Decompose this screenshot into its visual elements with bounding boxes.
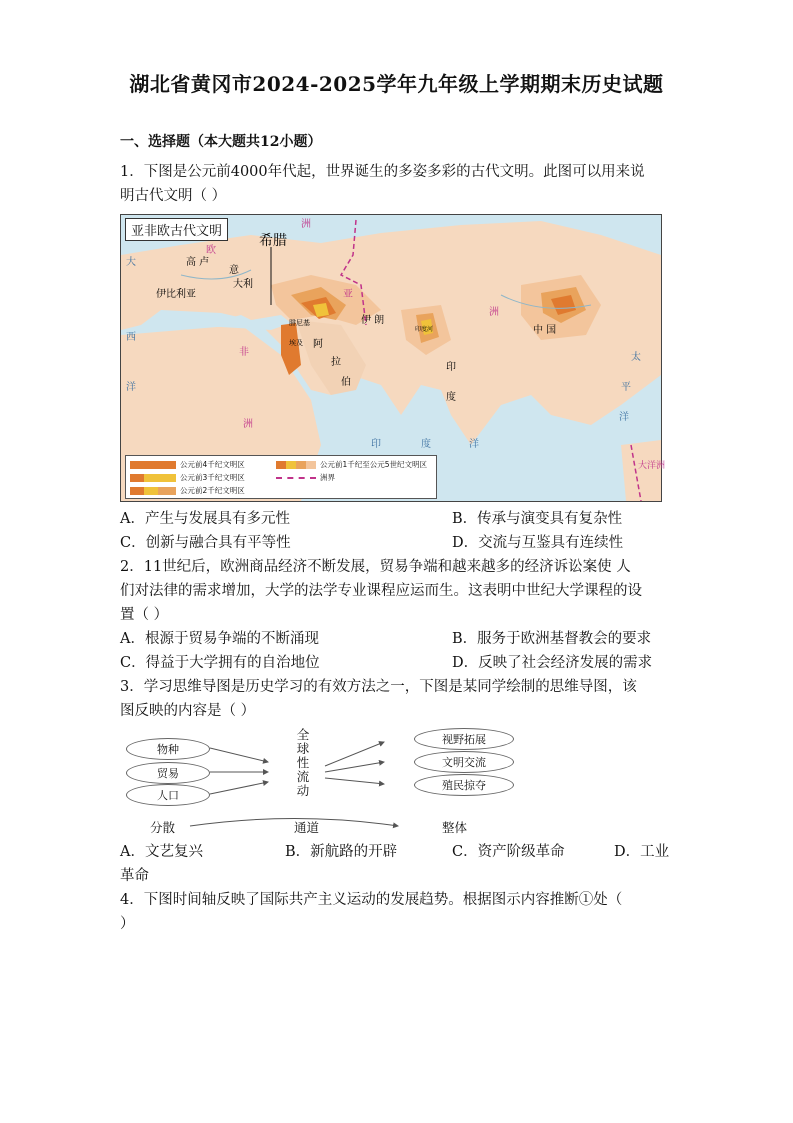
label-yibiliya: 伊比利亚 bbox=[156, 289, 196, 300]
label-da: 大 bbox=[126, 257, 136, 268]
label-xi: 西 bbox=[126, 332, 136, 343]
q1-option-d[interactable]: D．交流与互鉴具有连续性 bbox=[452, 535, 624, 551]
q2-stem-line2: 们对法律的需求增加，大学的法学专业课程应运而生。这表明中世纪大学课程的设 bbox=[120, 583, 642, 599]
section-heading: 一、选择题（本大题共12小题） bbox=[120, 134, 322, 150]
q3-option-b[interactable]: B．新航路的开辟 bbox=[285, 844, 398, 860]
label-aiji: 埃及 bbox=[289, 339, 303, 347]
q2-option-a[interactable]: A．根源于贸易争端的不断涌现 bbox=[120, 631, 319, 647]
label-zhou3: 洲 bbox=[243, 419, 253, 430]
label-aozhou: 大洋洲 bbox=[638, 461, 666, 471]
label-yilang: 伊 朗 bbox=[361, 315, 385, 326]
label-whole: 整体 bbox=[442, 820, 468, 835]
legend-item-3rd: 公元前3千纪文明区 bbox=[130, 472, 245, 483]
label-yin1: 印 bbox=[446, 362, 456, 373]
label-tai: 太 bbox=[631, 352, 641, 363]
label-bo: 伯 bbox=[341, 377, 351, 388]
node-population: 人口 bbox=[126, 784, 210, 806]
node-plunder: 殖民掠夺 bbox=[414, 774, 514, 796]
label-yang1: 洋 bbox=[126, 382, 136, 393]
label-ping: 平 bbox=[621, 382, 631, 393]
q2-stem-line3: 置（ ） bbox=[120, 607, 169, 623]
legend-item-4th: 公元前4千纪文明区 bbox=[130, 459, 245, 470]
label-yin2: 印 bbox=[371, 439, 381, 450]
legend-item-1st: 公元前1千纪至公元5世纪文明区 bbox=[276, 459, 427, 470]
q3-option-d[interactable]: D．工业 bbox=[614, 844, 670, 860]
q3-stem-line2: 图反映的内容是（ ） bbox=[120, 703, 256, 719]
node-trade: 贸易 bbox=[126, 762, 210, 784]
label-xila: 希腊 bbox=[259, 233, 287, 249]
label-du1: 度 bbox=[446, 392, 456, 403]
label-ou: 欧 bbox=[206, 245, 216, 256]
map-title: 亚非欧古代文明 bbox=[125, 218, 228, 241]
page-title: 湖北省黄冈市2024-2025学年九年级上学期期末历史试题 bbox=[129, 72, 664, 96]
q3-option-a[interactable]: A．文艺复兴 bbox=[120, 844, 203, 860]
q4-stem-line2: ） bbox=[120, 916, 135, 932]
label-feiniji: 腓尼基 bbox=[289, 319, 310, 327]
label-zhongguo: 中 国 bbox=[533, 325, 557, 336]
q3-option-d-cont: 革命 bbox=[120, 868, 149, 884]
label-yindu-river: 印度河 bbox=[415, 326, 434, 333]
label-zhou1: 洲 bbox=[301, 219, 311, 230]
node-global-flow: 全 球 性 流 动 bbox=[296, 727, 310, 798]
q3-stem-line1: 3．学习思维导图是历史学习的有效方法之一，下图是某同学绘制的思维导图，该 bbox=[120, 679, 637, 695]
q2-option-d[interactable]: D．反映了社会经济发展的需求 bbox=[452, 655, 653, 671]
legend-item-boundary: 洲界 bbox=[276, 472, 335, 483]
label-fei: 非 bbox=[239, 347, 249, 358]
label-yang3: 洋 bbox=[469, 439, 479, 450]
q3-option-c[interactable]: C．资产阶级革命 bbox=[452, 844, 565, 860]
label-yi: 意 bbox=[229, 265, 239, 276]
legend-item-2nd: 公元前2千纪文明区 bbox=[130, 485, 245, 496]
node-species: 物种 bbox=[126, 738, 210, 760]
q2-option-b[interactable]: B．服务于欧洲基督教会的要求 bbox=[452, 631, 652, 647]
label-zhou2: 洲 bbox=[489, 307, 499, 318]
map-legend bbox=[125, 455, 437, 499]
node-exchange: 文明交流 bbox=[414, 751, 514, 773]
label-dali: 大利 bbox=[233, 279, 253, 290]
label-channel: 通道 bbox=[294, 820, 320, 835]
label-a: 阿 bbox=[313, 339, 323, 350]
mind-map bbox=[120, 726, 540, 838]
civilization-map bbox=[120, 214, 666, 502]
label-scattered: 分散 bbox=[150, 820, 176, 835]
q4-stem-line1: 4．下图时间轴反映了国际共产主义运动的发展趋势。根据图示内容推断①处（ bbox=[120, 892, 623, 908]
label-ya: 亚 bbox=[343, 289, 353, 300]
q1-option-c[interactable]: C．创新与融合具有平等性 bbox=[120, 535, 291, 551]
q1-stem-line1: 1．下图是公元前4000年代起，世界诞生的多姿多彩的古代文明。此图可以用来说 bbox=[120, 164, 645, 180]
label-gaolu: 高 卢 bbox=[186, 257, 210, 268]
q1-option-b[interactable]: B．传承与演变具有复杂性 bbox=[452, 511, 623, 527]
q2-stem-line1: 2．11世纪后，欧洲商品经济不断发展，贸易争端和越来越多的经济诉讼案使 人 bbox=[120, 559, 631, 575]
label-la: 拉 bbox=[331, 357, 341, 368]
node-vision: 视野拓展 bbox=[414, 728, 514, 750]
label-du2: 度 bbox=[421, 439, 431, 450]
q2-option-c[interactable]: C．得益于大学拥有的自治地位 bbox=[120, 655, 320, 671]
q1-option-a[interactable]: A．产生与发展具有多元性 bbox=[120, 511, 290, 527]
q1-stem-line2: 明古代文明（ ） bbox=[120, 188, 227, 204]
label-yang2: 洋 bbox=[619, 412, 629, 423]
